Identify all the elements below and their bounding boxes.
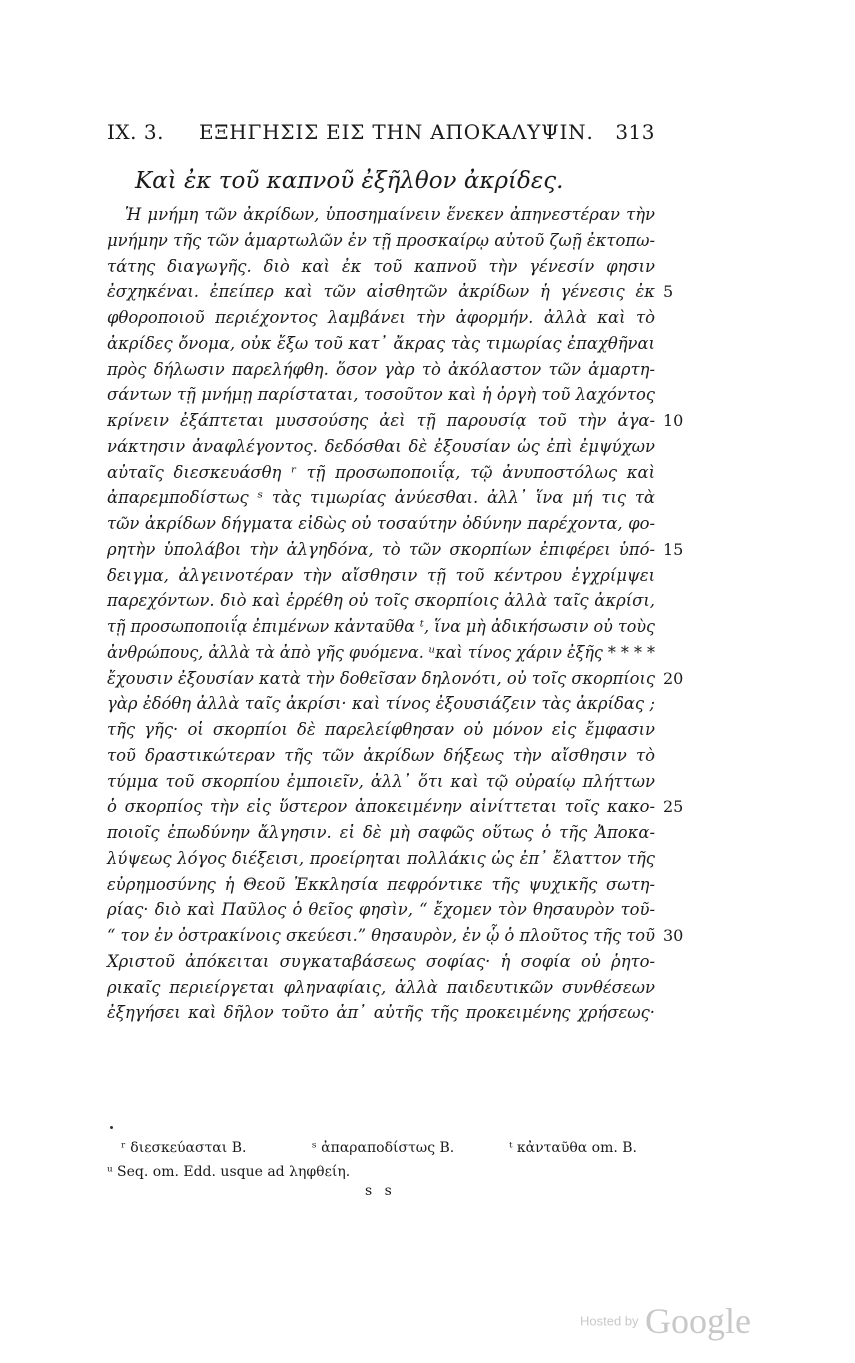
text-line-content: φθοροποιοῦ περιέχοντος λαμβάνει τὴν ἀφορμήν. ἀλλὰ καὶ τὸ <box>107 308 655 327</box>
text-line-content: πρὸς δήλωσιν παρελήφθη. ὅσον γὰρ τὸ ἀκόλαστον τῶν ἁμαρτη- <box>107 359 655 379</box>
text-line-content: παρεχόντων. διὸ καὶ ἐρρέθη οὐ τοῖς σκορπίοις ἀλλὰ ταῖς ἀκρίσι, <box>107 591 655 611</box>
text-line <box>107 382 655 408</box>
body-text <box>107 202 684 1026</box>
line-number: 15 <box>663 539 684 559</box>
printer-signature: s s <box>365 1183 396 1199</box>
text-line <box>107 640 655 666</box>
text-line-content: ἀπαρεμποδίστως ˢ τὰς τιμωρίας ἀνύεσθαι. ἀλλ᾽ ἵνα μή τις τὰ <box>107 488 655 508</box>
text-line-content: εὐρημοσύνης ἡ Θεοῦ Ἐκκλησία πεφρόντικε τῆς ψυχικῆς σωτη- <box>107 874 655 894</box>
text-line <box>107 305 655 331</box>
running-title: ΕΞΗΓΗΣΙΣ ΕΙΣ ΤΗΝ ΑΠΟΚΑΛΥΨΙΝ. <box>199 120 594 144</box>
footnote-u: ᵘ Seq. om. Edd. usque ad ληφθείη. <box>107 1164 351 1180</box>
footnotes <box>107 1136 655 1184</box>
text-line-content: ἐξηγήσει καὶ δῆλον τοῦτο ἀπ᾽ αὐτῆς τῆς προκειμένης χρήσεως· <box>107 1003 655 1023</box>
text-line-content: γὰρ ἐδόθη ἀλλὰ ταῖς ἀκρίσι· καὶ τίνος ἐξουσιάζειν τὰς ἀκρίδας ; <box>107 694 655 714</box>
text-line-content: Χριστοῦ ἀπόκειται συγκαταβάσεως σοφίας· ἡ σοφία οὐ ῥητο- <box>107 951 655 971</box>
text-line-content: ρητὴν ὑπολάβοι τὴν ἀλγηδόνα, τὸ τῶν σκορπίων ἐπιφέρει ὑπό- <box>107 539 655 559</box>
text-line <box>107 820 655 846</box>
text-line <box>107 794 684 820</box>
text-line-content: τύμμα τοῦ σκορπίου ἐμποιεῖν, ἀλλ᾽ ὅτι καὶ τῷ οὐραίῳ πλήττων <box>107 771 655 791</box>
line-number: 30 <box>663 926 684 945</box>
chapter-reference: IX. 3. <box>107 120 164 144</box>
footnote-row <box>107 1136 655 1160</box>
line-number: 25 <box>663 797 684 817</box>
text-line <box>107 975 655 1001</box>
text-line <box>107 331 655 357</box>
text-line-content: νάκτησιν ἀναφλέγοντος. δεδόσθαι δὲ ἐξουσίαν ὡς ἐπὶ ἐμψύχων <box>107 436 655 456</box>
line-number: 5 <box>663 282 674 302</box>
text-line <box>107 485 655 511</box>
text-line <box>107 743 655 769</box>
hosted-by-text: Hosted by <box>580 1313 639 1329</box>
text-line <box>107 511 655 537</box>
print-speck <box>110 1126 113 1129</box>
text-line-content: τάτης διαγωγῆς. διὸ καὶ ἐκ τοῦ καπνοῦ τὴν γένεσίν φησιν <box>107 256 655 276</box>
text-line-content: μνήμην τῆς τῶν ἁμαρτωλῶν ἐν τῇ προσκαίρῳ αὐτοῦ ζωῇ ἐκτοπω- <box>107 230 655 250</box>
text-line-content: Ἡ μνήμη τῶν ἀκρίδων, ὑποσημαίνειν ἕνεκεν ἀπηνεστέραν τὴν <box>125 205 655 224</box>
text-line <box>107 846 655 872</box>
text-line-content: ἔχουσιν ἐξουσίαν κατὰ τὴν δοθεῖσαν δηλονότι, οὐ τοῖς σκορπίοις <box>107 668 655 688</box>
text-line <box>107 691 655 717</box>
text-line-content: ὁ σκορπίος τὴν εἰς ὕστερον ἀποκειμένην αἰνίττεται τοῖς κακο- <box>107 797 655 817</box>
text-line <box>107 460 655 486</box>
text-line-content: κρίνειν ἐξάπτεται μυσσούσης ἀεὶ τῇ παρουσίᾳ τοῦ τὴν ἀγα- <box>107 411 655 430</box>
section-title: Καὶ ἐκ τοῦ καπνοῦ ἐξῆλθον ἀκρίδες. <box>135 168 564 194</box>
running-header <box>107 120 655 150</box>
text-line-content: δειγμα, ἀλγεινοτέραν τὴν αἴσθησιν τῇ τοῦ κέντρου ἐγχρίμψει <box>107 565 655 585</box>
text-line <box>107 254 655 280</box>
text-line <box>107 897 655 923</box>
text-line <box>107 279 674 305</box>
text-line <box>107 202 655 228</box>
google-logo: Google <box>645 1301 751 1341</box>
text-line-content: ποιοῖς ἐπωδύνην ἄλγησιν. εἰ δὲ μὴ σαφῶς οὕτως ὁ τῆς Ἀποκα- <box>107 823 655 842</box>
footnote-r: ʳ διεσκεύασται B. <box>121 1140 247 1156</box>
text-line <box>107 949 655 975</box>
line-number: 20 <box>663 668 684 688</box>
text-line-content: τῇ προσωποποιΐᾳ ἐπιμένων κἀνταῦθα ᵗ, ἵνα μὴ ἀδικήσωσιν οὐ τοὺς <box>107 617 655 636</box>
text-line-content: ἀνθρώπους, ἀλλὰ τὰ ἀπὸ γῆς φυόμενα. ᵘκαὶ τίνος χάριν ἐξῆς * * * * <box>107 642 655 662</box>
footnote-row <box>107 1160 655 1184</box>
text-line-content: αὐταῖς διεσκευάσθη ʳ τῇ προσωποποιΐᾳ, τῷ ἀνυποστόλως καὶ <box>107 462 655 482</box>
text-line-content: τοῦ δραστικώτεραν τῆς τῶν ἀκρίδων δήξεως τὴν αἴσθησιν τὸ <box>107 745 655 765</box>
text-line <box>107 1000 655 1026</box>
hosted-by-google-watermark <box>580 1300 751 1342</box>
page-number: 313 <box>615 120 655 144</box>
text-line-content: ἐσχηκέναι. ἐπείπερ καὶ τῶν αἰσθητῶν ἀκρίδων ἡ γένεσις ἐκ <box>107 282 655 302</box>
text-line <box>107 434 655 460</box>
text-line-content: ἀκρίδες ὄνομα, οὐκ ἔξω τοῦ κατ᾽ ἄκρας τὰς τιμωρίας ἐπαχθῆναι <box>107 333 655 353</box>
text-line-content: λύψεως λόγος διέξεισι, προείρηται πολλάκις ὡς ἐπ᾽ ἔλαττον τῆς <box>107 848 655 868</box>
text-line <box>107 666 684 692</box>
footnote-s: ˢ ἀπαραποδίστως B. <box>312 1140 455 1156</box>
text-line-content: ρικαῖς περιείργεται φληναφίαις, ἀλλὰ παιδευτικῶν συνθέσεων <box>107 977 655 997</box>
text-line <box>107 408 684 434</box>
text-line-content: τῆς γῆς· οἱ σκορπίοι δὲ παρελείφθησαν οὐ μόνον εἰς ἔμφασιν <box>107 720 655 739</box>
text-line <box>107 228 655 254</box>
text-line <box>107 769 655 795</box>
text-line <box>107 923 684 949</box>
text-line-content: ρίας· διὸ καὶ Παῦλος ὁ θεῖος φησὶν, “ ἔχομεν τὸν θησαυρὸν τοῦ- <box>107 900 655 920</box>
footnote-t: ᵗ κἀνταῦθα om. B. <box>509 1140 638 1156</box>
text-line <box>107 537 684 563</box>
text-line <box>107 357 655 383</box>
text-line <box>107 588 655 614</box>
text-line-content: τῶν ἀκρίδων δήγματα εἰδὼς οὐ τοσαύτην ὀδύνην παρέχοντα, φο- <box>107 514 655 533</box>
text-line <box>107 614 655 640</box>
line-number: 10 <box>663 411 684 430</box>
text-line-content: σάντων τῇ μνήμῃ παρίσταται, τοσοῦτον καὶ ἡ ὀργὴ τοῦ λαχόντος <box>107 385 655 405</box>
text-line <box>107 563 655 589</box>
text-line <box>107 872 655 898</box>
text-line <box>107 717 655 743</box>
text-line-content: “ τον ἐν ὀστρακίνοις σκεύεσι.” θησαυρὸν, ἐν ᾧ ὁ πλοῦτος τῆς τοῦ <box>107 926 655 945</box>
